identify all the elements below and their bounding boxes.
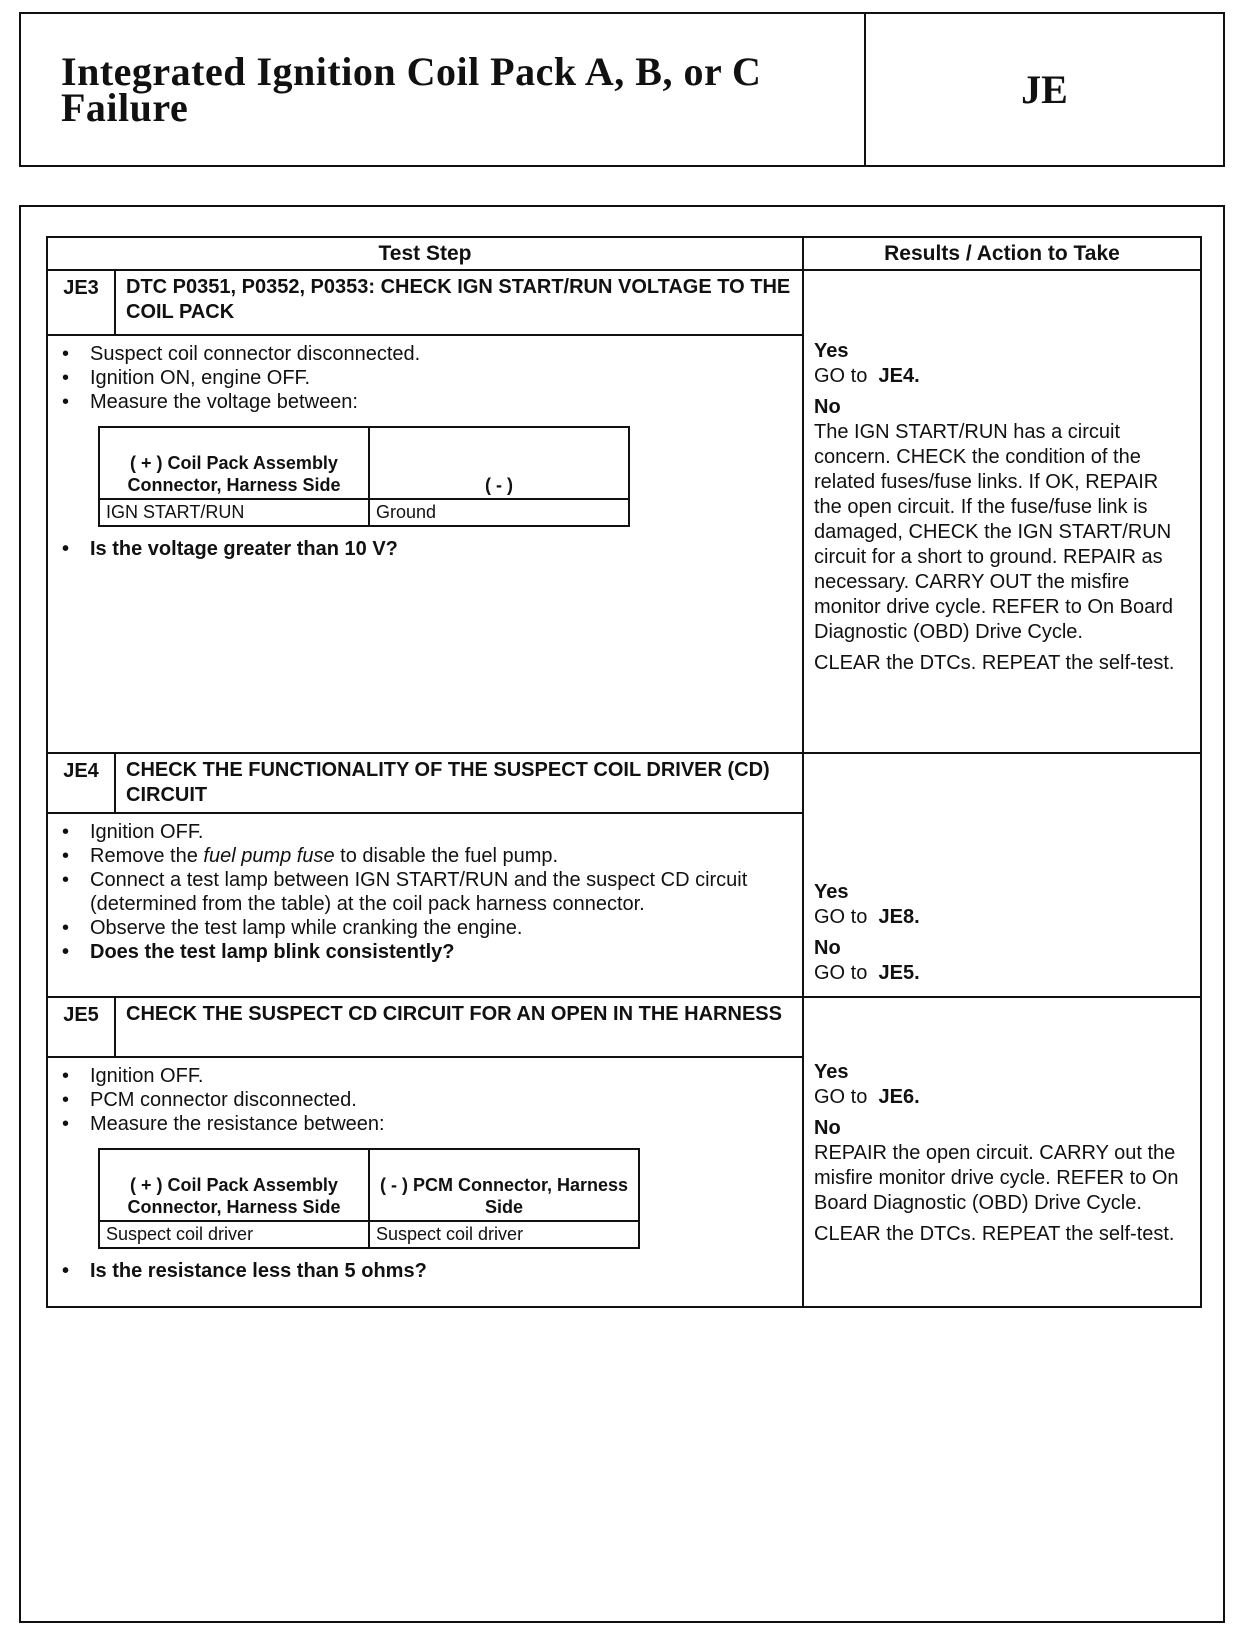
measurement-header-minus: ( - ) PCM Connector, Harness Side bbox=[369, 1149, 639, 1221]
step-title: CHECK THE SUSPECT CD CIRCUIT FOR AN OPEN IN THE HARNESS bbox=[115, 997, 803, 1057]
step-question: • Is the voltage greater than 10 V? bbox=[90, 537, 792, 561]
step-je4-results bbox=[803, 753, 1201, 997]
step-title: DTC P0351, P0352, P0353: CHECK IGN START/RUN VOLTAGE TO THE COIL PACK bbox=[115, 270, 803, 335]
step-question: • Is the resistance less than 5 ohms? bbox=[90, 1259, 792, 1283]
col-header-test-step: Test Step bbox=[47, 237, 803, 270]
no-action: The IGN START/RUN has a circuit concern. CHECK the condition of the related fuses/fuse links. If OK, REPAIR the open circuit. If the fuse/fuse link is damaged, CHECK the IGN START/RUN circuit for a short to ground. REPAIR as necessary. CARRY OUT the misfire monitor drive cycle. REFER to On Board Diagnostic (OBD) Drive Cycle. bbox=[814, 421, 1174, 643]
col-header-results: Results / Action to Take bbox=[803, 237, 1201, 270]
no-label: No bbox=[814, 937, 841, 959]
step-question: • Does the test lamp blink consistently? bbox=[90, 940, 792, 964]
no-action: GO to JE5. bbox=[814, 962, 920, 984]
measurement-header-minus: ( - ) bbox=[369, 427, 629, 499]
measurement-cell: Suspect coil driver bbox=[369, 1221, 639, 1248]
measurement-table bbox=[98, 426, 630, 527]
step-title: CHECK THE FUNCTIONALITY OF THE SUSPECT COIL DRIVER (CD) CIRCUIT bbox=[115, 753, 803, 813]
no-label: No bbox=[814, 1117, 841, 1139]
section-code-cell bbox=[866, 14, 1223, 165]
list-item: • Remove the fuel pump fuse to disable the fuel pump. bbox=[90, 844, 792, 868]
step-je5-title-row bbox=[47, 997, 1201, 1057]
list-item: • Measure the resistance between: bbox=[90, 1112, 792, 1136]
page-title bbox=[61, 48, 762, 130]
yes-action: GO to JE4. bbox=[814, 365, 920, 387]
clear-action: CLEAR the DTCs. REPEAT the self-test. bbox=[814, 1223, 1175, 1245]
goto-target: JE4. bbox=[878, 365, 920, 387]
list-item: • Ignition OFF. bbox=[90, 820, 792, 844]
measurement-cell: IGN START/RUN bbox=[99, 499, 369, 526]
step-je5-results bbox=[803, 997, 1201, 1307]
page-title-line1: Integrated Ignition Coil Pack A, B, or C bbox=[61, 48, 762, 94]
yes-action: GO to JE8. bbox=[814, 906, 920, 928]
step-je3-results bbox=[803, 270, 1201, 753]
test-step-table bbox=[46, 236, 1202, 1308]
step-id: JE3 bbox=[47, 270, 115, 335]
yes-label: Yes bbox=[814, 881, 849, 903]
step-question-list bbox=[58, 537, 792, 561]
step-je4-title-row bbox=[47, 753, 1201, 813]
goto-target: JE8. bbox=[878, 906, 920, 928]
clear-action: CLEAR the DTCs. REPEAT the self-test. bbox=[814, 652, 1175, 674]
step-body bbox=[47, 1057, 803, 1307]
measurement-table bbox=[98, 1148, 640, 1249]
step-body bbox=[47, 813, 803, 997]
goto-target: JE5. bbox=[878, 962, 920, 984]
yes-label: Yes bbox=[814, 1061, 849, 1083]
list-item: • Ignition OFF. bbox=[90, 1064, 792, 1088]
yes-action: GO to JE6. bbox=[814, 1086, 920, 1108]
section-code: JE bbox=[1021, 67, 1068, 112]
goto-target: JE6. bbox=[878, 1086, 920, 1108]
step-bullets bbox=[58, 342, 792, 414]
measurement-cell: Suspect coil driver bbox=[99, 1221, 369, 1248]
no-action: REPAIR the open circuit. CARRY out the misfire monitor drive cycle. REFER to On Board Diagnostic (OBD) Drive Cycle. bbox=[814, 1142, 1179, 1214]
table-header-row bbox=[47, 237, 1201, 270]
list-item: • PCM connector disconnected. bbox=[90, 1088, 792, 1112]
measurement-header-plus: ( + ) Coil Pack Assembly Connector, Harness Side bbox=[99, 427, 369, 499]
step-bullets bbox=[58, 820, 792, 964]
step-je3-title-row bbox=[47, 270, 1201, 335]
list-item: • Measure the voltage between: bbox=[90, 390, 792, 414]
step-bullets bbox=[58, 1064, 792, 1136]
step-body bbox=[47, 335, 803, 753]
measurement-cell: Ground bbox=[369, 499, 629, 526]
no-label: No bbox=[814, 396, 841, 418]
step-id: JE5 bbox=[47, 997, 115, 1057]
page-title-line2: Failure bbox=[61, 84, 189, 130]
step-question-list bbox=[58, 1259, 792, 1283]
yes-label: Yes bbox=[814, 340, 849, 362]
list-item: • Connect a test lamp between IGN START/RUN and the suspect CD circuit (determined from the table) at the coil pack harness connector. bbox=[90, 868, 792, 916]
emphasis: fuel pump fuse bbox=[203, 845, 335, 867]
list-item: • Suspect coil connector disconnected. bbox=[90, 342, 792, 366]
step-id: JE4 bbox=[47, 753, 115, 813]
list-item: • Ignition ON, engine OFF. bbox=[90, 366, 792, 390]
measurement-header-plus: ( + ) Coil Pack Assembly Connector, Harness Side bbox=[99, 1149, 369, 1221]
list-item: • Observe the test lamp while cranking the engine. bbox=[90, 916, 792, 940]
title-box bbox=[19, 12, 1225, 167]
title-cell bbox=[21, 14, 866, 165]
